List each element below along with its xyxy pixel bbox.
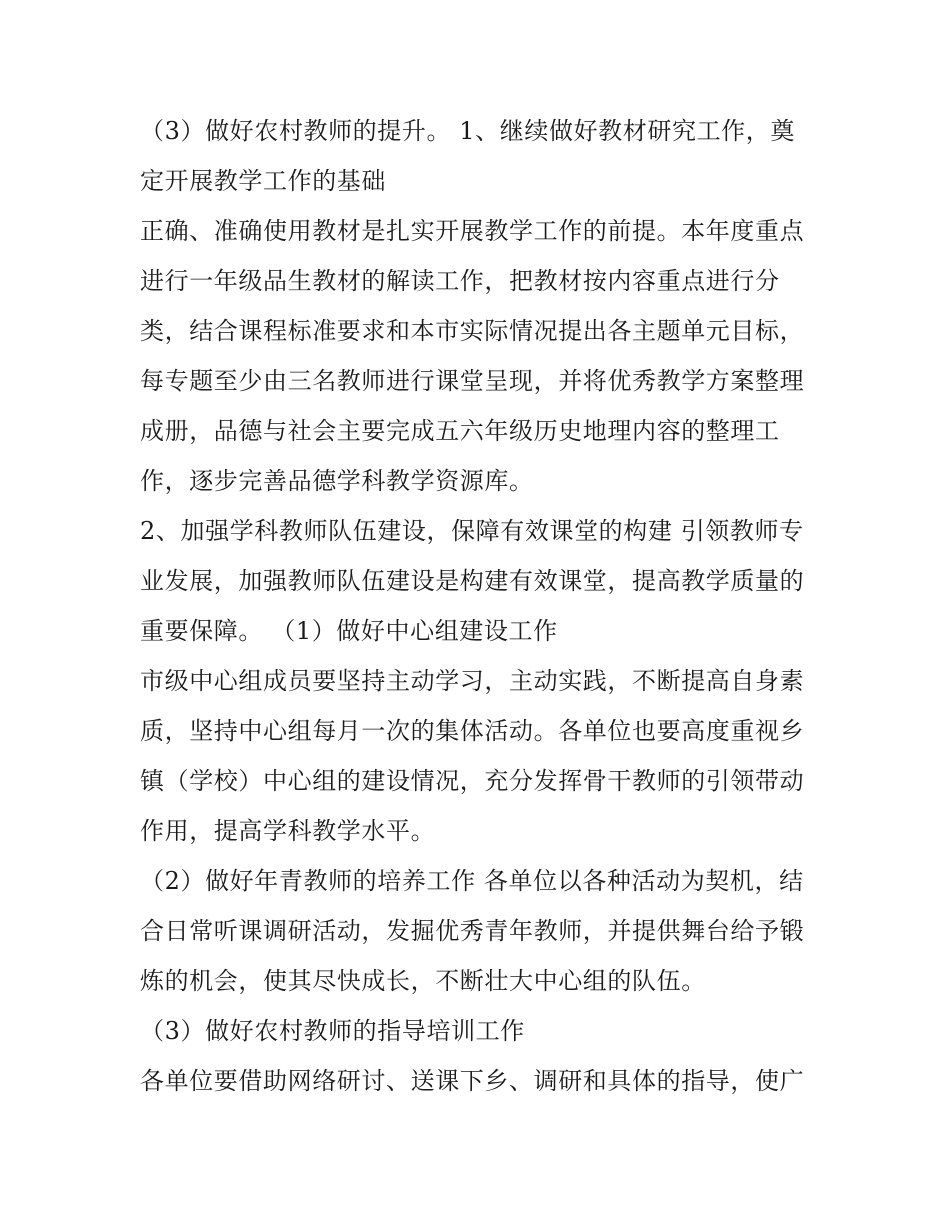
text-line: 炼的机会，使其尽快成长，不断壮大中心组的队伍。	[140, 967, 706, 995]
text-line: 质，坚持中心组每月一次的集体活动。各单位也要高度重视乡	[140, 717, 805, 745]
text-line: 成册，品德与社会主要完成五六年级历史地理内容的整理工	[140, 417, 780, 445]
text-line: （3）做好农村教师的指导培训工作	[140, 1017, 525, 1045]
text-line: 定开展教学工作的基础	[140, 167, 386, 195]
text-line: 合日常听课调研活动，发掘优秀青年教师，并提供舞台给予锻	[140, 917, 805, 945]
text-line: 类，结合课程标准要求和本市实际情况提出各主题单元目标，	[140, 317, 805, 345]
text-line: （2）做好年青教师的培养工作 各单位以各种活动为契机，结	[140, 867, 804, 895]
text-line: 作用，提高学科教学水平。	[140, 817, 436, 845]
text-line: 各单位要借助网络研讨、送课下乡、调研和具体的指导，使广	[140, 1067, 805, 1095]
text-line: 每专题至少由三名教师进行课堂呈现，并将优秀教学方案整理	[140, 367, 805, 395]
text-line: 进行一年级品生教材的解读工作，把教材按内容重点进行分	[140, 267, 780, 295]
text-line: 重要保障。 （1）做好中心组建设工作	[140, 617, 558, 645]
text-line: 镇（学校）中心组的建设情况，充分发挥骨干教师的引领带动	[140, 767, 805, 795]
text-line: 市级中心组成员要坚持主动学习，主动实践，不断提高自身素	[140, 667, 805, 695]
text-line: 2、加强学科教师队伍建设，保障有效课堂的构建 引领教师专	[140, 517, 804, 545]
text-line: 正确、准确使用教材是扎实开展教学工作的前提。本年度重点	[140, 217, 805, 245]
text-line: 作，逐步完善品德学科教学资源库。	[140, 467, 534, 495]
text-line: （3）做好农村教师的提升。 1、继续做好教材研究工作，奠	[140, 117, 795, 145]
text-line: 业发展，加强教师队伍建设是构建有效课堂，提高教学质量的	[140, 567, 805, 595]
